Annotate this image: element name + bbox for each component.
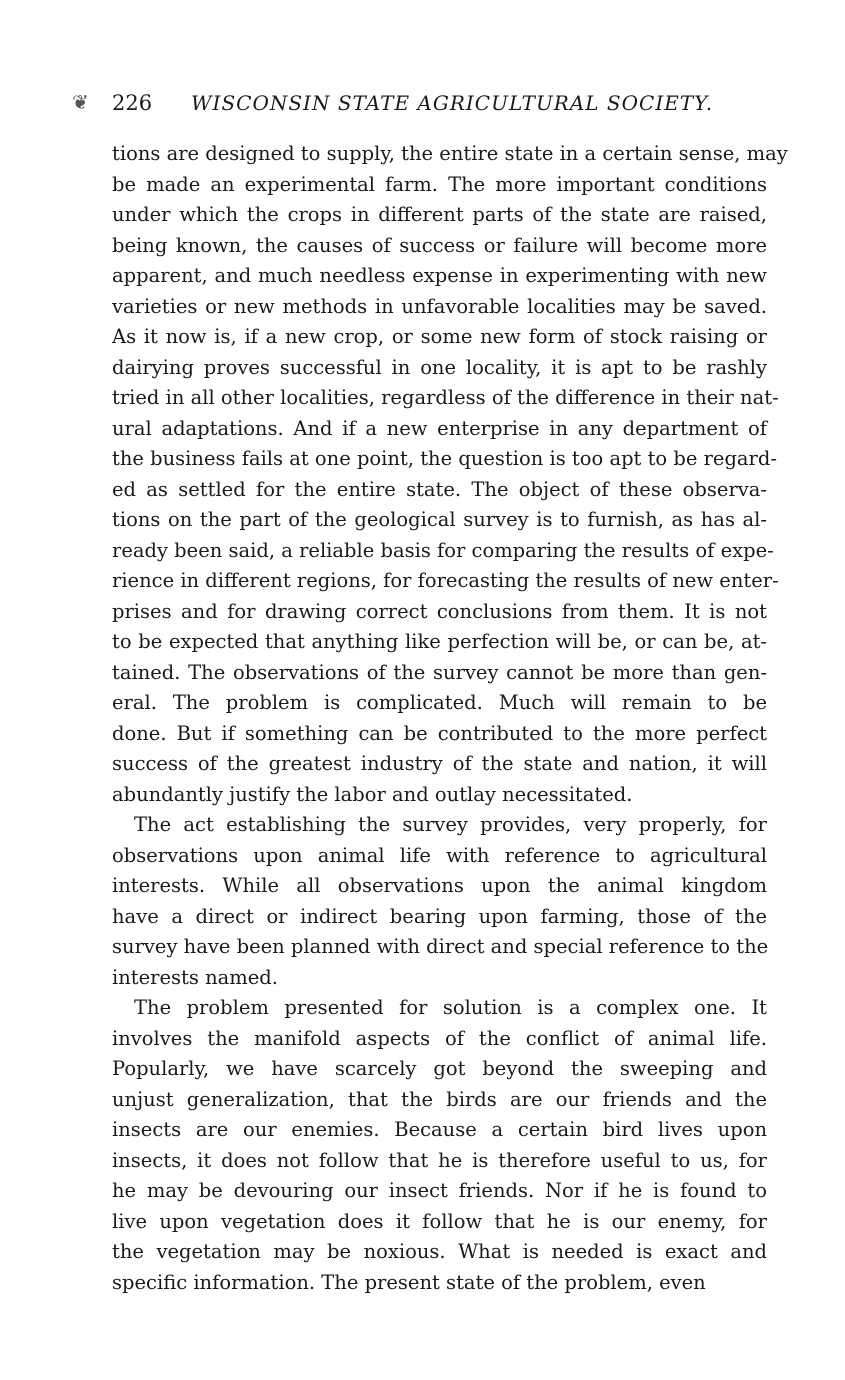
ink-smudge-icon: ❦ bbox=[72, 90, 89, 114]
text-line: rience in different regions, for forecasting the results of new enter- bbox=[112, 569, 779, 592]
text-line: interests named. bbox=[112, 965, 278, 989]
text-line: the business fails at one point, the question is too apt to be regard- bbox=[112, 447, 777, 470]
text-line: unjust generalization, that the birds are our friends and the bbox=[112, 1087, 767, 1111]
text-line: have a direct or indirect bearing upon farming, those of the bbox=[112, 904, 767, 928]
text-line: dairying proves successful in one locality, it is apt to be rashly bbox=[112, 355, 767, 379]
paragraph bbox=[112, 993, 767, 1298]
text-line: he may be devouring our insect friends. Nor if he is found to bbox=[112, 1179, 767, 1202]
running-title: WISCONSIN STATE AGRICULTURAL SOCIETY. bbox=[191, 91, 714, 115]
text-line: to be expected that anything like perfection will be, or can be, at- bbox=[112, 630, 767, 653]
text-line: insects, it does not follow that he is therefore useful to us, for bbox=[112, 1148, 767, 1172]
text-line: being known, the causes of success or failure will become more bbox=[112, 233, 767, 257]
text-line: specific information. The present state of the problem, even bbox=[112, 1270, 706, 1294]
text-line: abundantly justify the labor and outlay necessitated. bbox=[112, 782, 633, 806]
text-line: tained. The observations of the survey cannot be more than gen- bbox=[112, 660, 767, 684]
paragraph bbox=[112, 810, 767, 993]
text-line: tions are designed to supply, the entire state in a certain sense, may bbox=[112, 142, 788, 165]
text-line: interests. While all observations upon the animal kingdom bbox=[112, 874, 767, 897]
text-line: tried in all other localities, regardless of the difference in their nat- bbox=[112, 386, 779, 409]
text-line: varieties or new methods in unfavorable localities may be saved. bbox=[112, 294, 767, 318]
text-line: As it now is, if a new crop, or some new form of stock raising or bbox=[112, 325, 767, 348]
text-line: tions on the part of the geological survey is to furnish, as has al- bbox=[112, 508, 767, 531]
text-line: under which the crops in different parts of the state are raised, bbox=[112, 203, 767, 226]
text-line: eral. The problem is complicated. Much will remain to be bbox=[112, 691, 767, 714]
text-line: the vegetation may be noxious. What is needed is exact and bbox=[112, 1240, 767, 1263]
text-line: live upon vegetation does it follow that he is our enemy, for bbox=[112, 1209, 767, 1233]
text-line: Popularly, we have scarcely got beyond the sweeping and bbox=[112, 1057, 767, 1080]
page-number: 226 bbox=[112, 91, 153, 115]
text-line: prises and for drawing correct conclusions from them. It is not bbox=[112, 599, 767, 623]
text-line: observations upon animal life with reference to agricultural bbox=[112, 843, 767, 867]
text-line: apparent, and much needless expense in experimenting with new bbox=[112, 264, 767, 287]
text-line: ready been said, a reliable basis for comparing the results of expe- bbox=[112, 538, 774, 562]
text-line: insects are our enemies. Because a certain bird lives upon bbox=[112, 1118, 767, 1141]
text-line: involves the manifold aspects of the conflict of animal life. bbox=[112, 1026, 767, 1050]
text-line: ed as settled for the entire state. The object of these observa- bbox=[112, 477, 767, 501]
paragraph bbox=[112, 139, 788, 810]
body-text bbox=[112, 139, 788, 1298]
text-line: ural adaptations. And if a new enterprise in any department of bbox=[112, 416, 767, 440]
text-line: The act establishing the survey provides, very properly, for bbox=[134, 813, 767, 836]
text-line: success of the greatest industry of the state and nation, it will bbox=[112, 752, 767, 775]
page-header bbox=[112, 88, 772, 118]
text-line: done. But if something can be contributed to the more perfect bbox=[112, 721, 767, 745]
text-line: survey have been planned with direct and special reference to the bbox=[112, 935, 769, 958]
text-line: The problem presented for solution is a complex one. It bbox=[134, 996, 767, 1019]
text-line: be made an experimental farm. The more important conditions bbox=[112, 172, 767, 196]
